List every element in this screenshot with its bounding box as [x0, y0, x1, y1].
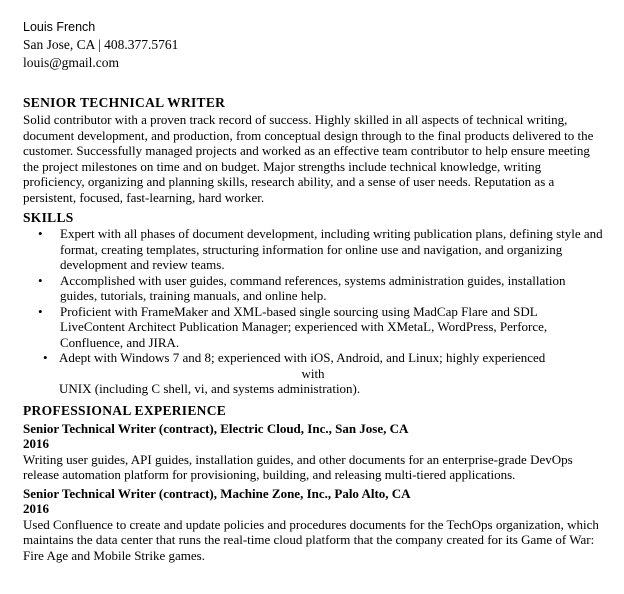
- skill-text-line: Adept with Windows 7 and 8; experienced with iOS, Android, and Linux; highly experienced: [59, 350, 546, 365]
- experience-heading: PROFESSIONAL EXPERIENCE: [23, 402, 227, 418]
- skill-text-line: with: [301, 365, 325, 381]
- skill-text-line: UNIX (including C shell, vi, and systems administration).: [59, 381, 361, 396]
- contact-location-phone: San Jose, CA | 408.377.5761: [23, 37, 179, 52]
- skill-text: Proficient with FrameMaker and XML-based single sourcing using MadCap Flare and SDL LiveContent Architect Publication Manager; experienced with XMetaL, WordPress, Perforce, Confluence, and JIRA.: [60, 303, 548, 350]
- job-title: Senior Technical Writer (contract), Electric Cloud, Inc., San Jose, CA: [23, 420, 409, 436]
- skill-item: [23, 273, 603, 304]
- summary-heading: SENIOR TECHNICAL WRITER: [23, 95, 226, 110]
- bullet-icon: •: [38, 272, 43, 288]
- job-year: 2016: [23, 501, 49, 516]
- job-year: 2016: [23, 436, 49, 451]
- skill-item: [23, 226, 603, 273]
- bullet-icon: •: [43, 350, 48, 365]
- job-entry: [23, 421, 603, 483]
- skill-text: Expert with all phases of document development, including writing publication plans, defining style and format, creating templates, structuring information for online use and navigation, and organizing development and review teams.: [60, 226, 603, 272]
- bullet-icon: •: [38, 226, 43, 241]
- job-description: Used Confluence to create and update policies and procedures documents for the TechOps organization, which maintains the data center that runs the real-time cloud platform that the company created for its Game of War: Fire Age and Mobile Strike games.: [23, 516, 599, 563]
- job-description: Writing user guides, API guides, installation guides, and other documents for an enterprise-grade DevOps release automation platform for provisioning, building, and releasing multi-tiered applications.: [23, 451, 573, 482]
- job-entry: [23, 486, 603, 564]
- skills-heading: SKILLS: [23, 210, 74, 225]
- skill-item: [23, 350, 603, 397]
- summary-text: Solid contributor with a proven track record of success. Highly skilled in all aspects of technical writing, document development, and production, from conceptual design through to the final products delivered to the customer. Successfully managed projects and worked as an effective team contributor to help ensure meeting the project milestones on time and on budget. Major strengths include technical knowledge, writing proficiency, organizing and planning skills, research ability, and a sense of user needs. Reputation as a persistent, focused, fast-learning, hard worker.: [23, 112, 594, 205]
- skills-list: [23, 226, 603, 397]
- skill-text: Accomplished with user guides, command references, systems administration guides, installation guides, tutorials, training manuals, and online help.: [60, 272, 566, 303]
- contact-name: Louis French: [23, 20, 96, 34]
- contact-block: [23, 18, 603, 72]
- bullet-icon: •: [38, 303, 43, 319]
- resume-page: [23, 18, 603, 563]
- skill-item: [23, 304, 603, 351]
- job-title: Senior Technical Writer (contract), Machine Zone, Inc., Palo Alto, CA: [23, 485, 411, 501]
- contact-email: louis@gmail.com: [23, 55, 120, 70]
